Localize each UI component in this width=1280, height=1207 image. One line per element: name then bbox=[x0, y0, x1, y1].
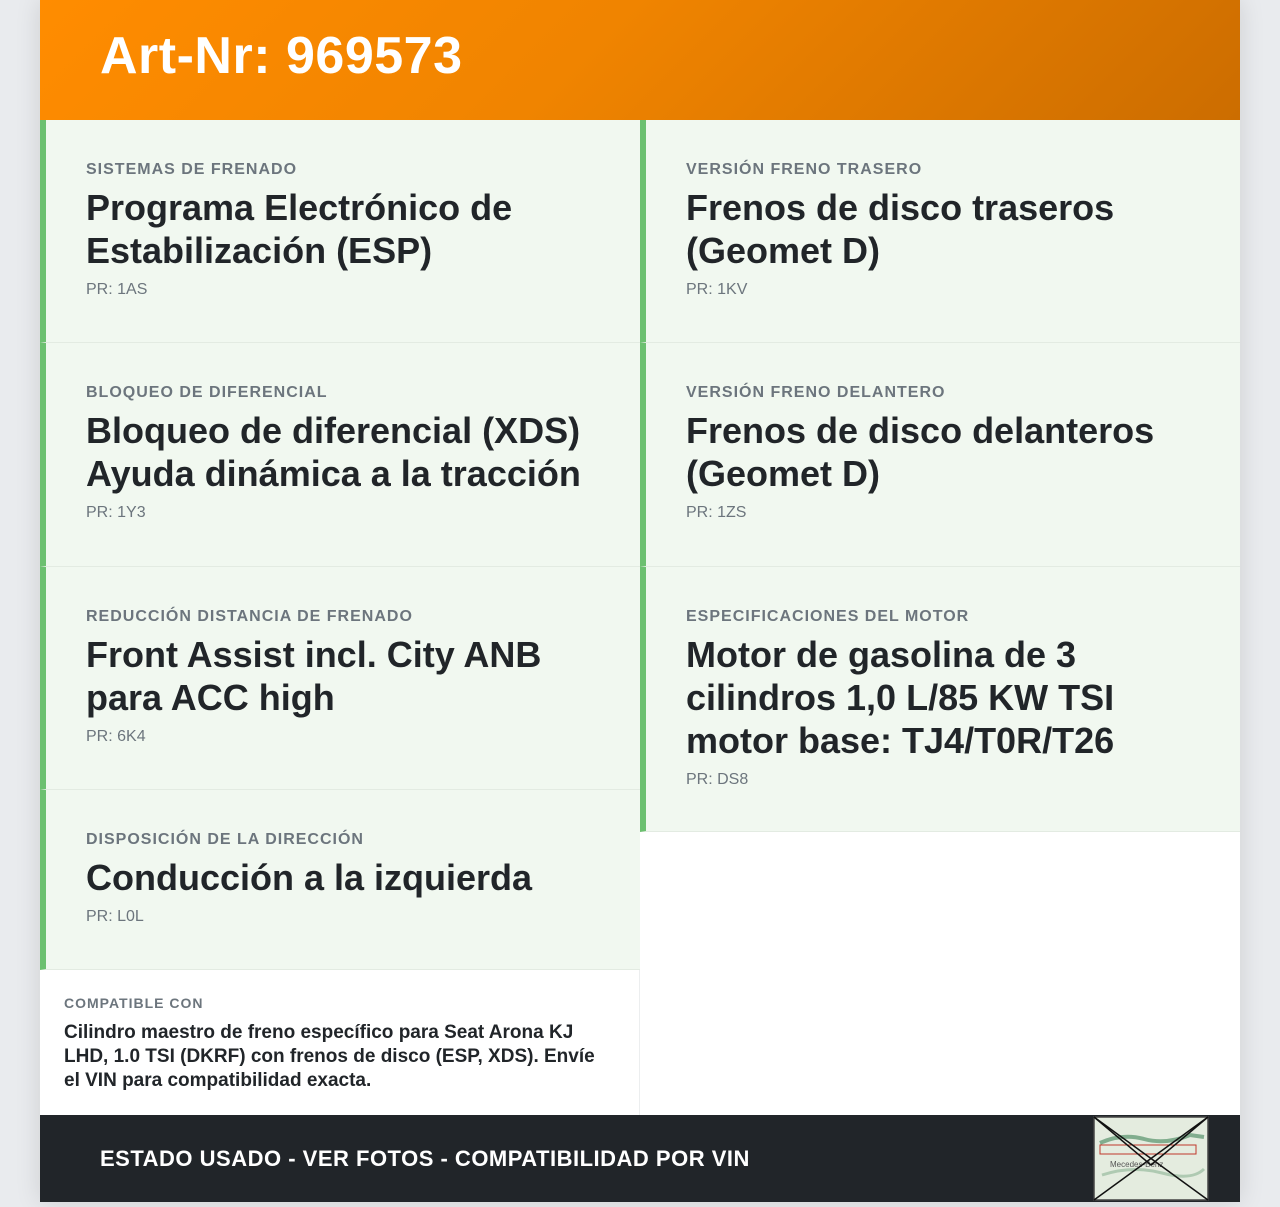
feature-pr-code: PR: DS8 bbox=[686, 771, 749, 788]
feature-value: Conducción a la izquierda bbox=[86, 857, 533, 898]
feature-value: Frenos de disco delanteros (Geomet D) bbox=[686, 410, 1155, 494]
envelope-stamp-icon bbox=[1092, 1115, 1210, 1202]
feature-cell-braking-distance bbox=[40, 567, 640, 790]
feature-pr-code: PR: 1Y3 bbox=[86, 504, 146, 521]
article-number-title: Art-Nr: 969573 bbox=[100, 27, 463, 85]
feature-pr-code: PR: L0L bbox=[86, 908, 144, 925]
feature-label: REDUCCIÓN DISTANCIA DE FRENADO bbox=[86, 608, 413, 625]
feature-cell-differential-lock bbox=[40, 343, 640, 567]
compatibility-label: COMPATIBLE CON bbox=[64, 995, 204, 1011]
feature-value: Bloqueo de diferencial (XDS) Ayuda dinámica a la tracción bbox=[86, 410, 581, 494]
feature-cell-braking-systems bbox=[40, 120, 640, 343]
feature-cell-rear-brake bbox=[640, 120, 1240, 343]
compatibility-section bbox=[40, 970, 640, 1115]
feature-value: Motor de gasolina de 3 cilindros 1,0 L/85 KW TSI motor base: TJ4/T0R/T26 bbox=[686, 634, 1115, 761]
feature-label: DISPOSICIÓN DE LA DIRECCIÓN bbox=[86, 831, 364, 848]
product-sheet bbox=[40, 0, 1240, 1202]
header-banner bbox=[40, 0, 1240, 120]
feature-label: BLOQUEO DE DIFERENCIAL bbox=[86, 384, 328, 401]
compatibility-text: Cilindro maestro de freno específico para Seat Arona KJ LHD, 1.0 TSI (DKRF) con frenos de disco (ESP, XDS). Envíe el VIN para compatibilidad exacta. bbox=[64, 1022, 595, 1091]
feature-cell-front-brake bbox=[640, 343, 1240, 567]
feature-cell-engine bbox=[640, 567, 1240, 832]
feature-pr-code: PR: 6K4 bbox=[86, 728, 146, 745]
svg-text:Mecedes-Benz: Mecedes-Benz bbox=[1110, 1160, 1164, 1169]
feature-value: Frenos de disco traseros (Geomet D) bbox=[686, 187, 1115, 271]
feature-label: VERSIÓN FRENO TRASERO bbox=[686, 161, 923, 178]
feature-pr-code: PR: 1AS bbox=[86, 281, 148, 298]
footer-text: ESTADO USADO - VER FOTOS - COMPATIBILIDAD POR VIN bbox=[100, 1146, 750, 1171]
feature-value: Programa Electrónico de Estabilización (ESP) bbox=[86, 187, 513, 271]
features-column-left bbox=[40, 120, 640, 970]
features-column-right bbox=[640, 120, 1240, 832]
feature-label: ESPECIFICACIONES DEL MOTOR bbox=[686, 608, 970, 625]
feature-label: SISTEMAS DE FRENADO bbox=[86, 161, 298, 178]
footer-bar bbox=[40, 1115, 1240, 1202]
feature-pr-code: PR: 1ZS bbox=[686, 504, 747, 521]
feature-cell-steering bbox=[40, 790, 640, 970]
feature-label: VERSIÓN FRENO DELANTERO bbox=[686, 384, 946, 401]
feature-pr-code: PR: 1KV bbox=[686, 281, 748, 298]
feature-value: Front Assist incl. City ANB para ACC high bbox=[86, 634, 542, 718]
